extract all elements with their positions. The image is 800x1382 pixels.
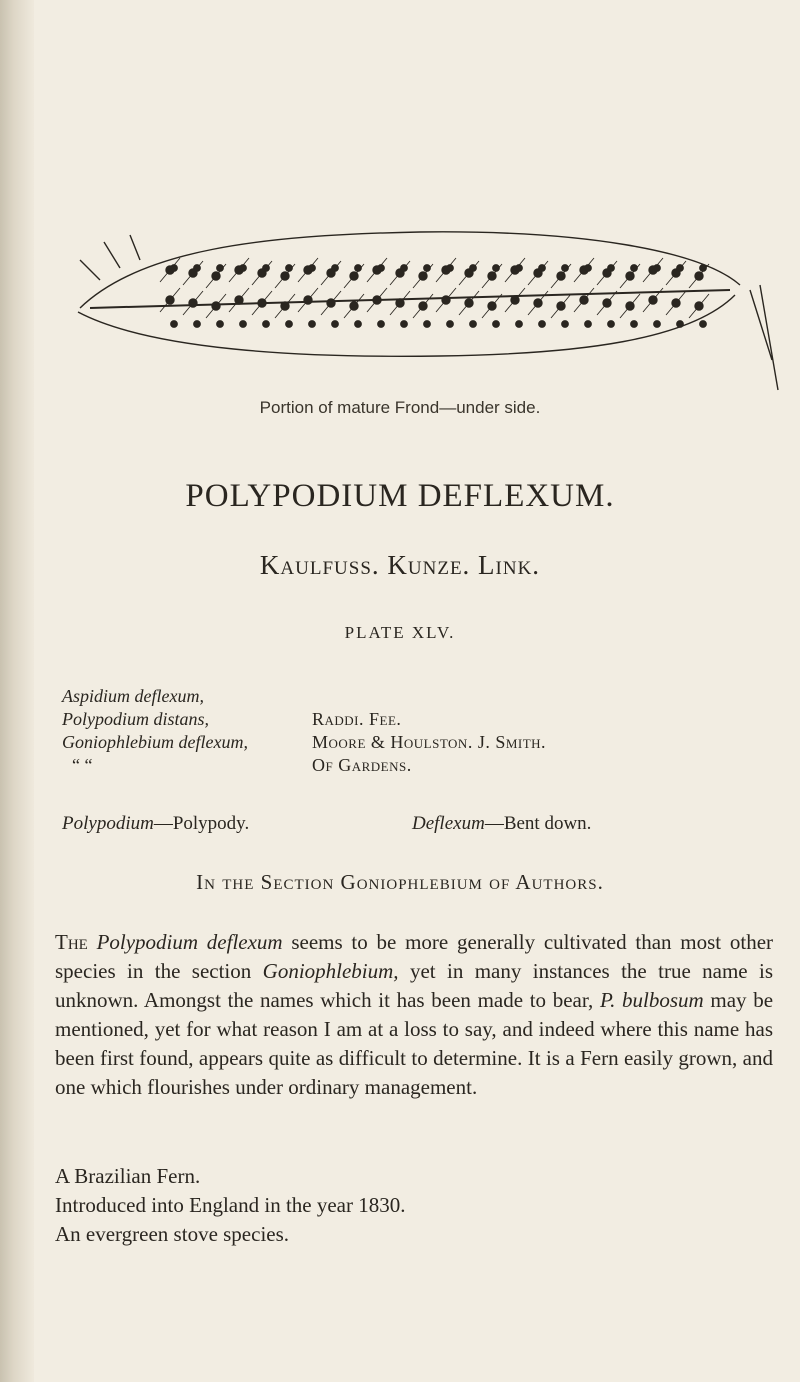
sorus-dot <box>654 321 661 328</box>
sorus-dot <box>263 321 270 328</box>
hatch-line <box>666 291 686 315</box>
hatch-line <box>574 288 594 312</box>
hatch-line <box>620 294 640 318</box>
hatch-line <box>459 261 479 285</box>
hatch-line <box>183 291 203 315</box>
hatch-line <box>482 264 502 288</box>
alternate-name: P. bulbosum <box>599 988 704 1012</box>
synonym-item: “ “ <box>72 755 93 775</box>
sorus-dot <box>585 321 592 328</box>
hatch-line <box>321 261 341 285</box>
species-meaning: —Bent down. <box>484 813 592 834</box>
hatch-line <box>413 294 433 318</box>
lead-word: The <box>55 930 88 954</box>
sorus-dot <box>401 321 408 328</box>
hatch-line <box>275 294 295 318</box>
hatch-line <box>206 294 226 318</box>
synonym-item: Goniophlebium deflexum, <box>62 732 248 752</box>
synonym-item: Aspidium deflexum, <box>62 686 204 706</box>
sorus-dot <box>217 321 224 328</box>
hatch-line <box>390 261 410 285</box>
hatch-line <box>321 291 341 315</box>
note-item: Introduced into England in the year 1830. <box>55 1193 406 1217</box>
sorus-dot <box>562 321 569 328</box>
note-item: An evergreen stove species. <box>55 1222 290 1246</box>
hatch-line <box>206 264 226 288</box>
body-text: may be mentioned, yet for what reason I am at a loss to say, and indeed where this name has been first found, appears quite as difficult to determine. It is a Fern easily grown, and one which flourishes under ordinary management. <box>55 988 774 1099</box>
hatch-line <box>413 264 433 288</box>
genus-etymology <box>62 813 249 835</box>
hatch-line <box>344 294 364 318</box>
hatch-line <box>528 261 548 285</box>
body-paragraph <box>55 928 773 1102</box>
hatch-line <box>344 264 364 288</box>
body-text: seems to be more generally cultivated than most other species in the section <box>55 930 774 983</box>
figure-caption: Portion of mature Frond—under side. <box>259 398 541 417</box>
sorus-dot <box>608 321 615 328</box>
fern-frond-illustration <box>60 190 780 400</box>
hatch-line <box>551 294 571 318</box>
hatch-line <box>551 264 571 288</box>
sorus-dot <box>493 321 500 328</box>
synonym-list <box>62 685 248 777</box>
hatch-line <box>597 261 617 285</box>
body-text: yet in many instances the true name is unknown. Amongst the names which it has been made to bear, <box>55 959 774 1012</box>
authority-names: Kaulfuss. Kunze. Link. <box>259 550 541 580</box>
sorus-dot <box>332 321 339 328</box>
sorus-dot <box>171 321 178 328</box>
species-etymology <box>412 813 591 835</box>
hatch-line <box>459 291 479 315</box>
authority-item: Raddi. Fee. <box>312 709 402 729</box>
sorus-dot <box>355 321 362 328</box>
hatch-line <box>160 288 180 312</box>
hatch-line <box>252 261 272 285</box>
sorus-dot <box>447 321 454 328</box>
note-item: A Brazilian Fern. <box>55 1164 201 1188</box>
notes-list <box>55 1162 406 1249</box>
hatch-line <box>390 291 410 315</box>
species-name: Polypodium deflexum <box>96 930 283 954</box>
sorus-dot <box>240 321 247 328</box>
sorus-dot <box>677 321 684 328</box>
page-title: POLYPODIUM DEFLEXUM. <box>185 478 615 514</box>
hatch-line <box>689 264 709 288</box>
sorus-dot <box>309 321 316 328</box>
authority-item: Of Gardens. <box>312 755 412 775</box>
hatch-line <box>436 288 456 312</box>
hatch-line <box>666 261 686 285</box>
section-name: Goniophlebium, <box>262 959 399 983</box>
hatch-line <box>298 288 318 312</box>
sorus-dot <box>470 321 477 328</box>
plate-number: PLATE XLV. <box>344 623 456 642</box>
synonym-authorities <box>312 708 546 777</box>
hatch-line <box>620 264 640 288</box>
species-term: Deflexum <box>412 813 485 834</box>
sorus-dot <box>378 321 385 328</box>
sorus-dot <box>516 321 523 328</box>
sorus-dot <box>539 321 546 328</box>
section-heading: In the Section Goniophlebium of Authors. <box>196 870 604 894</box>
sorus-dot <box>631 321 638 328</box>
hatch-line <box>229 288 249 312</box>
sorus-dot <box>286 321 293 328</box>
hatch-line <box>183 261 203 285</box>
genus-term: Polypodium <box>62 813 154 834</box>
authority-item: Moore & Houlston. J. Smith. <box>312 732 547 752</box>
hatch-line <box>689 294 709 318</box>
sorus-dot <box>700 321 707 328</box>
sorus-dot <box>194 321 201 328</box>
genus-meaning: —Polypody. <box>153 813 250 834</box>
hatch-line <box>275 264 295 288</box>
synonym-item: Polypodium distans, <box>62 709 209 729</box>
sorus-dot <box>424 321 431 328</box>
hatch-line <box>505 288 525 312</box>
page-edge-shadow <box>0 0 34 1382</box>
